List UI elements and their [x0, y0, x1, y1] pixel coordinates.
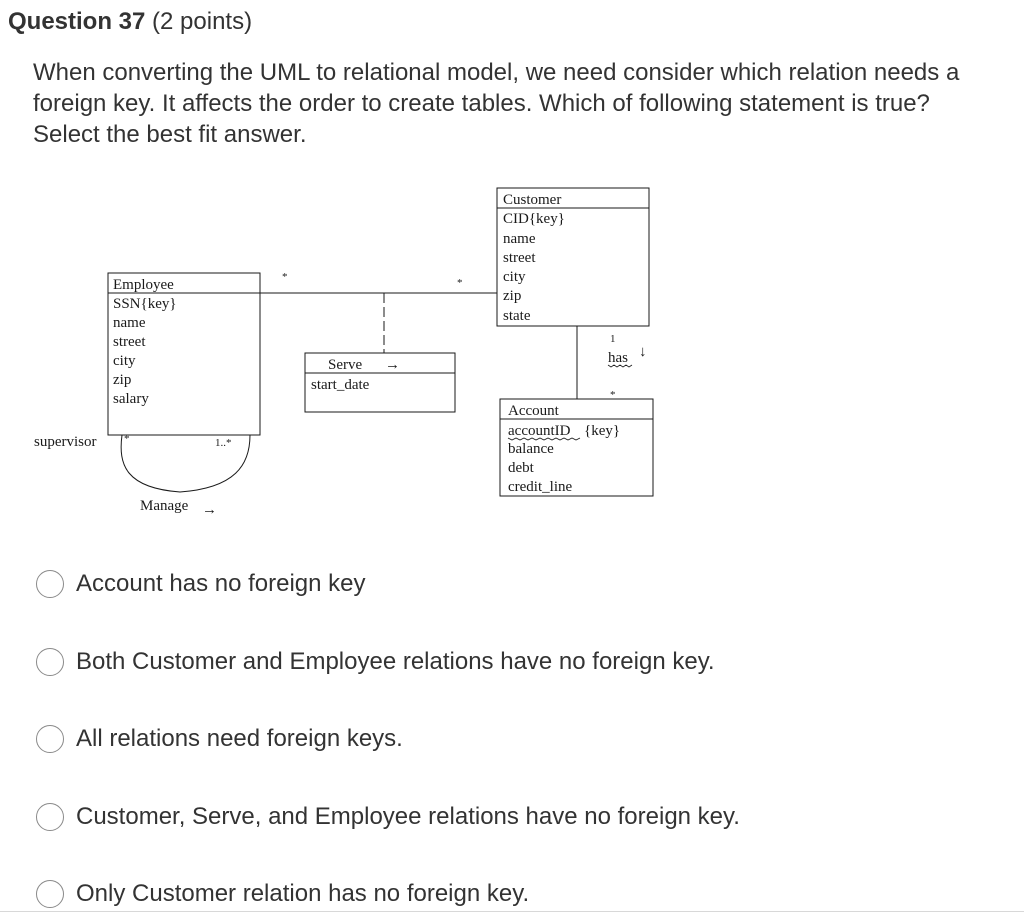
serve-attr: start_date [311, 377, 370, 393]
account-attr: balance [508, 441, 554, 457]
answer-option[interactable] [36, 645, 715, 679]
serve-association-class [305, 353, 455, 412]
has-direction-arrow: ↓ [639, 344, 647, 360]
radio-button[interactable] [36, 880, 64, 908]
radio-button[interactable] [36, 648, 64, 676]
managed-multiplicity: 1..* [215, 437, 232, 449]
serve-customer-multiplicity: * [457, 277, 463, 289]
employee-title: Employee [113, 277, 174, 293]
question-header [8, 6, 252, 38]
manage-direction-arrow: → [202, 502, 217, 518]
account-class [500, 399, 653, 496]
employee-attr: zip [113, 372, 132, 388]
customer-attr: CID{key} [503, 211, 565, 227]
has-customer-multiplicity: 1 [610, 333, 616, 345]
answer-label: Account has no foreign key [76, 570, 366, 597]
answer-label: Customer, Serve, and Employee relations have no foreign key. [76, 803, 740, 830]
employee-attr: name [113, 315, 146, 331]
account-title: Account [508, 403, 559, 419]
radio-button[interactable] [36, 803, 64, 831]
serve-title: Serve [328, 357, 363, 373]
employee-attr: city [113, 353, 136, 369]
account-key-attr: accountID [508, 423, 571, 439]
serve-direction-arrow: → [385, 357, 400, 373]
supervisor-role-label: supervisor [34, 434, 97, 450]
question-prompt: When converting the UML to relational model, we need consider which relation needs a foreign key. It affects the order to create tables. Which of following statement is true? Select the best fit answer. [33, 59, 960, 148]
customer-attr: name [503, 231, 536, 247]
answer-option[interactable] [36, 567, 366, 601]
has-label: has [608, 350, 628, 366]
employee-class [108, 273, 260, 435]
answer-label: Only Customer relation has no foreign key. [76, 880, 530, 907]
answer-label: All relations need foreign keys. [76, 725, 403, 752]
supervisor-multiplicity: * [124, 433, 130, 445]
answer-option[interactable] [36, 800, 740, 834]
customer-title: Customer [503, 192, 562, 208]
answer-label: Both Customer and Employee relations have no foreign key. [76, 648, 715, 675]
question-points: (2 points) [152, 8, 253, 35]
answer-option[interactable] [36, 722, 403, 756]
has-account-multiplicity: * [610, 389, 616, 401]
customer-attr: zip [503, 288, 522, 304]
serve-employee-multiplicity: * [282, 271, 288, 283]
account-key-suffix: {key} [584, 423, 621, 439]
divider [0, 911, 1024, 912]
radio-button[interactable] [36, 570, 64, 598]
customer-attr: state [503, 308, 531, 324]
manage-label: Manage [140, 498, 189, 514]
account-attr: credit_line [508, 479, 573, 495]
answer-option[interactable] [36, 877, 529, 911]
employee-attr: SSN{key} [113, 296, 177, 312]
account-attr: debt [508, 460, 534, 476]
customer-class [497, 188, 649, 326]
employee-attr: street [113, 334, 146, 350]
customer-attr: city [503, 269, 526, 285]
question-number: Question 37 [8, 8, 146, 35]
customer-attr: street [503, 250, 536, 266]
employee-attr: salary [113, 391, 149, 407]
uml-diagram [30, 180, 670, 525]
radio-button[interactable] [36, 725, 64, 753]
